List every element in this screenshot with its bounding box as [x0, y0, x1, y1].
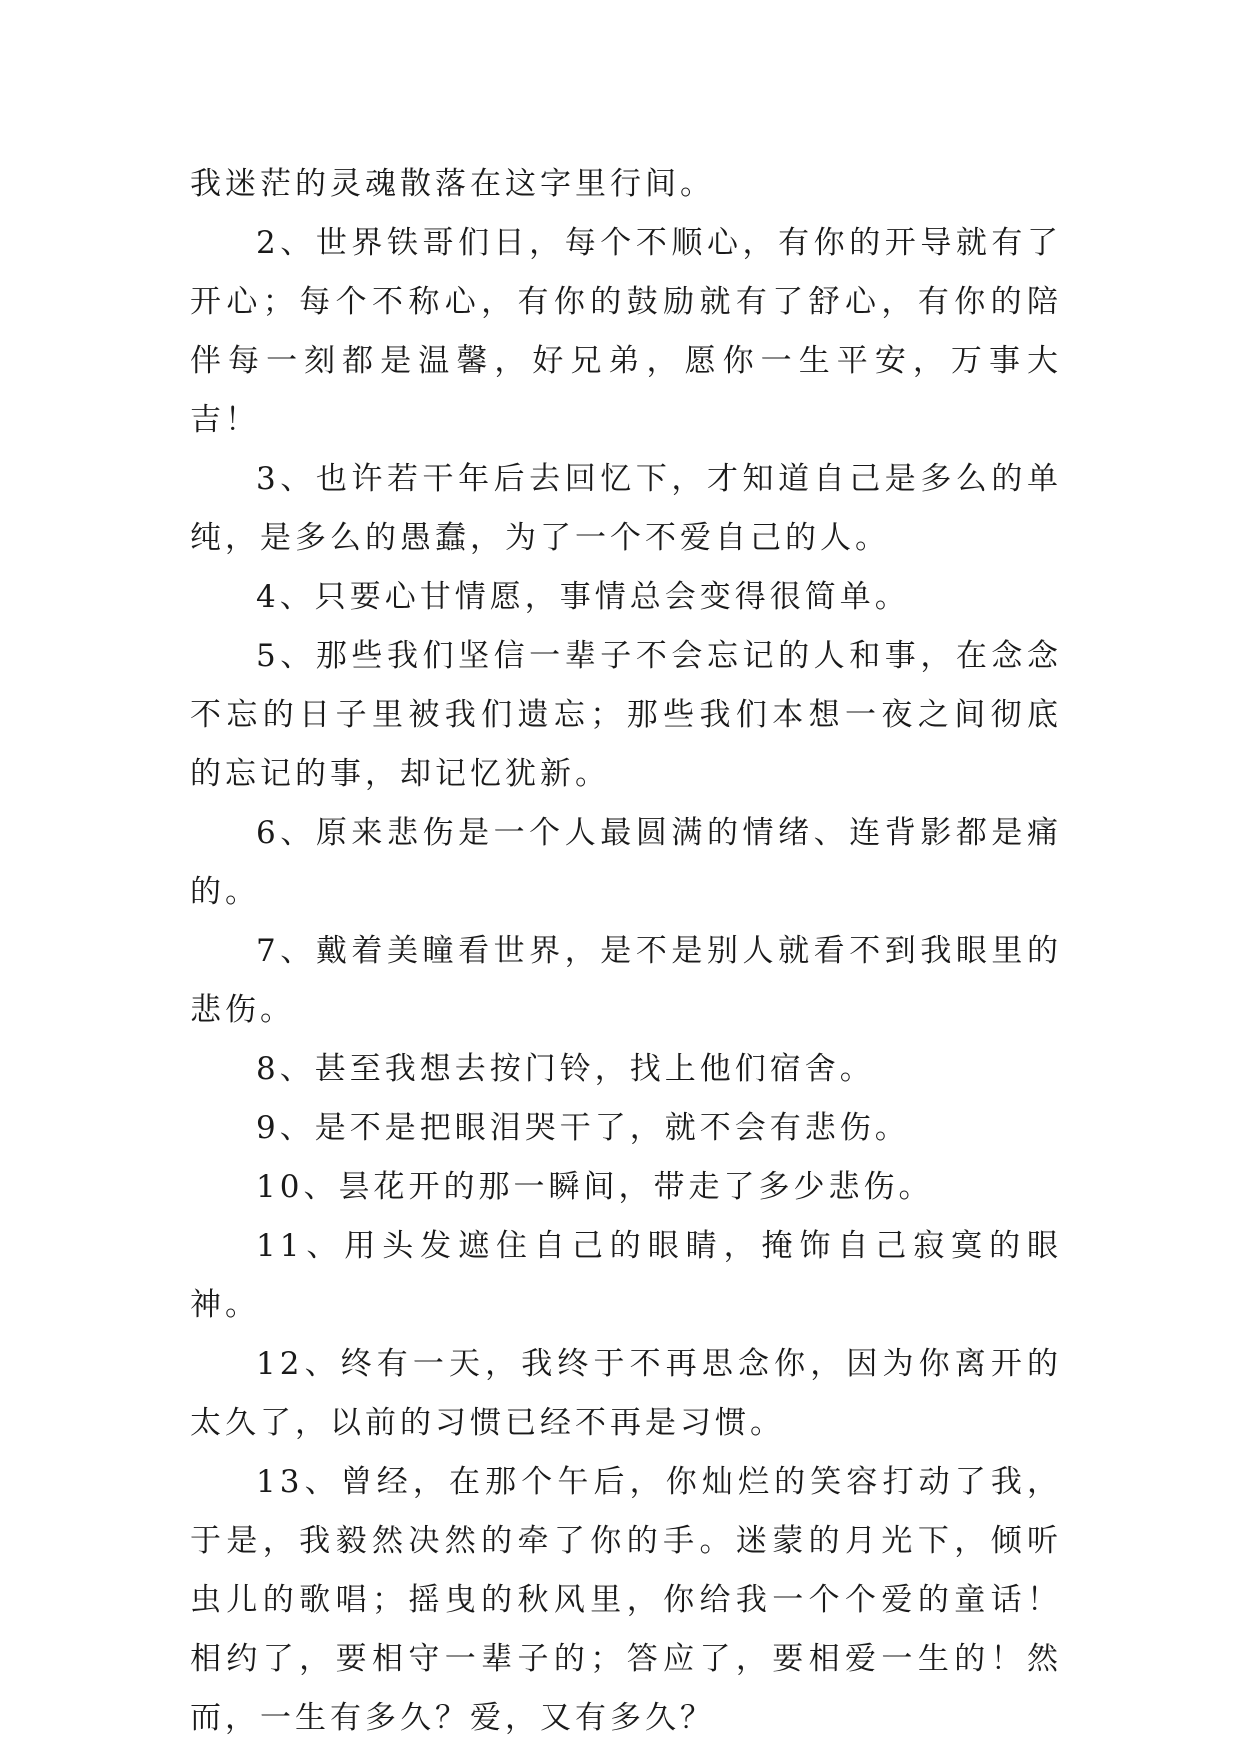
paragraph-item-8: 8、甚至我想去按门铃，找上他们宿舍。 [256, 1051, 875, 1087]
paragraph-item-12: 12、终有一天，我终于不再思念你，因为你离开的太久了，以前的习惯已经不再是习惯。 [190, 1346, 1062, 1441]
paragraph-item-4: 4、只要心甘情愿，事情总会变得很简单。 [256, 579, 910, 615]
paragraph-item-3: 3、也许若干年后去回忆下，才知道自己是多么的单纯，是多么的愚蠢，为了一个不爱自己的人。 [190, 461, 1062, 556]
paragraph-item-2: 2、世界铁哥们日，每个不顺心，有你的开导就有了开心；每个不称心，有你的鼓励就有了舒心，有你的陪伴每一刻都是温馨，好兄弟，愿你一生平安，万事大吉！ [190, 225, 1062, 438]
paragraph-item-10: 10、昙花开的那一瞬间，带走了多少悲伤。 [256, 1169, 934, 1205]
document-body [190, 155, 1062, 1748]
paragraph-item-5: 5、那些我们坚信一辈子不会忘记的人和事，在念念不忘的日子里被我们遗忘；那些我们本想一夜之间彻底的忘记的事，却记忆犹新。 [190, 638, 1062, 792]
paragraph-item-7: 7、戴着美瞳看世界，是不是别人就看不到我眼里的悲伤。 [190, 933, 1062, 1028]
paragraph-item-6: 6、原来悲伤是一个人最圆满的情绪、连背影都是痛的。 [190, 815, 1062, 910]
paragraph-item-11: 11、用头发遮住自己的眼睛，掩饰自己寂寞的眼神。 [190, 1228, 1062, 1323]
paragraph-item-13: 13、曾经，在那个午后，你灿烂的笑容打动了我，于是，我毅然决然的牵了你的手。迷蒙的月光下，倾听虫儿的歌唱；摇曳的秋风里，你给我一个个爱的童话！相约了，要相守一辈子的；答应了，要相爱一生的！然而，一生有多久？爱，又有多久？ [190, 1464, 1062, 1736]
paragraph-item-9: 9、是不是把眼泪哭干了，就不会有悲伤。 [256, 1110, 910, 1146]
paragraph-continuation: 我迷茫的灵魂散落在这字里行间。 [190, 166, 715, 202]
